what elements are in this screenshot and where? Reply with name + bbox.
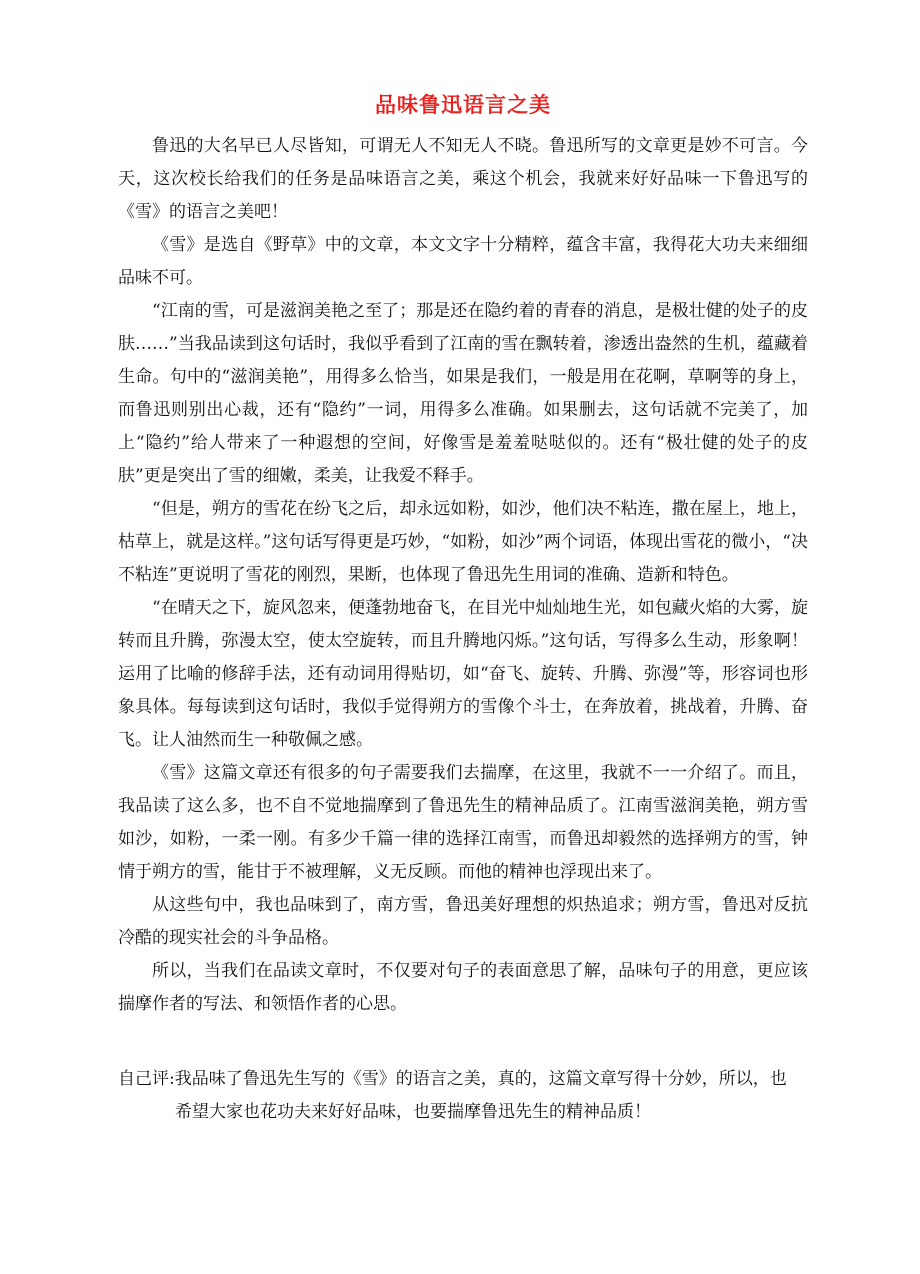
paragraph-spirit: 《雪》这篇文章还有很多的句子需要我们去揣摩，在这里，我就不一一介绍了。而且，我品读了这么多，也不自不觉地揣摩到了鲁迅先生的精神品质了。江南雪滋润美艳，朔方雪如沙，如粉，一柔一刚。有多少千篇一律的选择江南雪，而鲁迅却毅然的选择朔方的雪，钟情于朔方的雪，能甘于不被理解，义无反顾。而他的精神也浮现出来了。 xyxy=(118,763,808,882)
paragraph-summary: 所以，当我们在品读文章时，不仅要对句子的表面意思了解，品味句子的用意，更应该揣摩作者的写法、和领悟作者的心思。 xyxy=(118,961,808,1014)
paragraph-jiangnan-snow: “江南的雪，可是滋润美艳之至了；那是还在隐约着的青春的消息，是极壮健的处子的皮肤……”当我品读到这句话时，我似乎看到了江南的雪在飘转着，渗透出盎然的生机，蕴藏着生命。句中的“滋润美艳”，用得多么恰当，如果是我们，一般是用在花啊，草啊等的身上，而鲁迅则别出心裁，还有“隐约”一词，用得多么准确。如果删去，这句话就不完美了，加上“隐约”给人带来了一种遐想的空间，好像雪是羞羞哒哒似的。还有“极壮健的处子的皮肤”更是突出了雪的细嫩，柔美，让我爱不释手。 xyxy=(118,301,808,486)
self-comment xyxy=(118,1063,808,1129)
paragraph-sunny-day: “在晴天之下，旋风忽来，便蓬勃地奋飞，在目光中灿灿地生光，如包藏火焰的大雾，旋转而且升腾，弥漫太空，使太空旋转，而且升腾地闪烁。”这句话，写得多么生动，形象啊！运用了比喻的修辞手法，还有动词用得贴切，如“奋飞、旋转、升腾、弥漫”等，形容词也形象具体。每每读到这句话时，我似手觉得朔方的雪像个斗士，在奔放着，挑战着，升腾、奋飞。让人油然而生一种敬佩之感。 xyxy=(118,598,808,750)
document-page xyxy=(118,88,808,1129)
self-comment-line-1: 自己评:我品味了鲁迅先生写的《雪》的语言之美，真的，这篇文章写得十分妙，所以，也 xyxy=(118,1069,787,1089)
paragraph-intro: 鲁迅的大名早已人尽皆知，可谓无人不知无人不晓。鲁迅所写的文章更是妙不可言。今天，这次校长给我们的任务是品味语言之美，乘这个机会，我就来好好品味一下鲁迅写的《雪》的语言之美吧！ xyxy=(118,136,808,222)
page-title: 品味鲁迅语言之美 xyxy=(375,93,551,117)
self-comment-line-2: 希望大家也花功夫来好好品味，也要揣摩鲁迅先生的精神品质！ xyxy=(175,1102,651,1122)
paragraph-source: 《雪》是选自《野草》中的文章，本文文字十分精粹，蕴含丰富，我得花大功夫来细细品味不可。 xyxy=(118,235,808,288)
paragraph-conclusion: 从这些句中，我也品味到了，南方雪，鲁迅美好理想的炽热追求；朔方雪，鲁迅对反抗冷酷的现实社会的斗争品格。 xyxy=(118,895,808,948)
paragraph-shuofang-snow: “但是，朔方的雪花在纷飞之后，却永远如粉，如沙，他们决不粘连，撒在屋上，地上，枯草上，就是这样。”这句话写得更是巧妙，“如粉，如沙”两个词语，体现出雪花的微小，“决不粘连”更说明了雪花的刚烈，果断，也体现了鲁迅先生用词的准确、造新和特色。 xyxy=(118,499,808,585)
